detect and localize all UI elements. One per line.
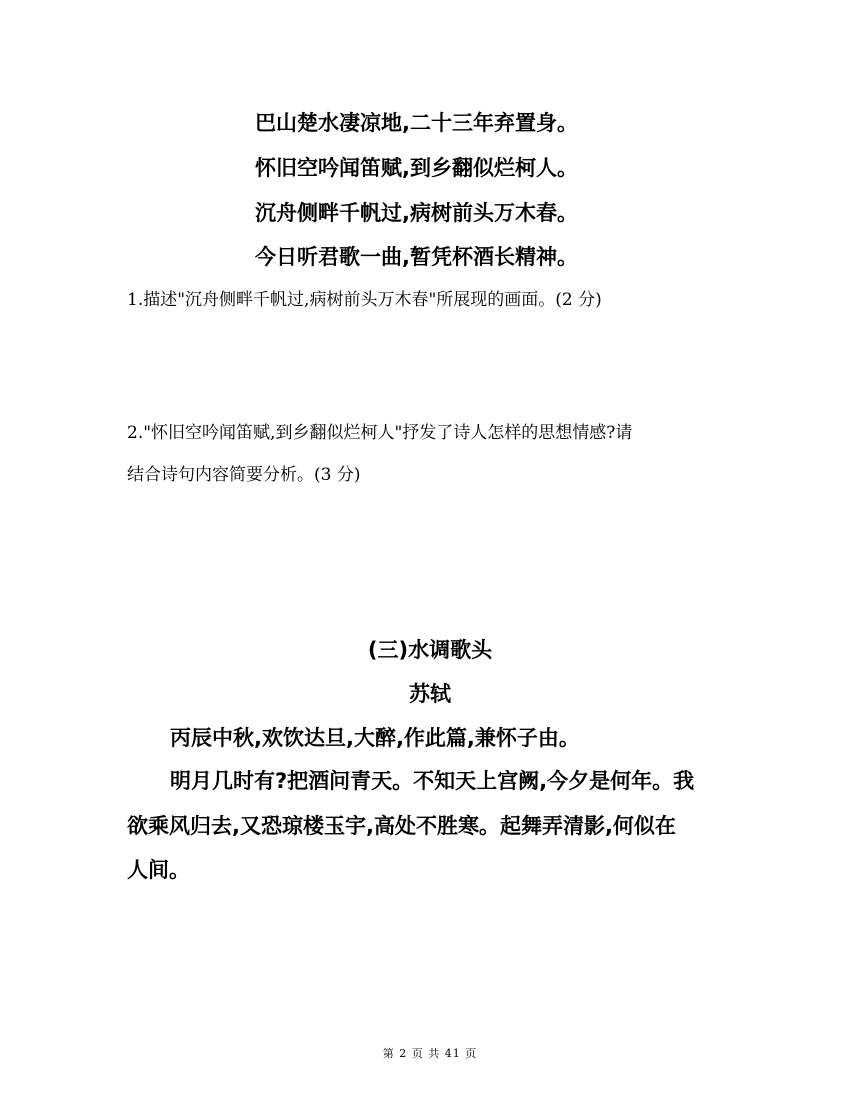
page-number-footer: 第 2 页 共 41 页 — [382, 1047, 478, 1060]
poem-line-4: 今日听君歌一曲,暂凭杯酒长精神。 — [255, 245, 578, 269]
question-2-line-1: 2."怀旧空吟闻笛赋,到乡翻似烂柯人"抒发了诗人怎样的思想情感?请 — [127, 423, 633, 443]
poem-line-1: 巴山楚水凄凉地,二十三年弃置身。 — [255, 111, 578, 135]
poem-line-3: 沉舟侧畔千帆过,病树前头万木春。 — [255, 201, 578, 225]
poem-paragraph-line-3: 人间。 — [127, 858, 190, 882]
poem-paragraph-line-1: 明月几时有?把酒问青天。不知天上宫阙,今夕是何年。我 — [170, 769, 695, 793]
poem-author: 苏轼 — [409, 682, 451, 706]
poem-preface: 丙辰中秋,欢饮达旦,大醉,作此篇,兼怀子由。 — [170, 726, 580, 750]
poem-line-2: 怀旧空吟闻笛赋,到乡翻似烂柯人。 — [255, 156, 578, 180]
question-2-line-2: 结合诗句内容简要分析。(3 分) — [127, 465, 361, 485]
poem-paragraph-line-2: 欲乘风归去,又恐琼楼玉宇,高处不胜寒。起舞弄清影,何似在 — [127, 814, 676, 838]
section-title: (三)水调歌头 — [367, 638, 493, 662]
question-1: 1.描述"沉舟侧畔千帆过,病树前头万木春"所展现的画面。(2 分) — [127, 290, 602, 310]
